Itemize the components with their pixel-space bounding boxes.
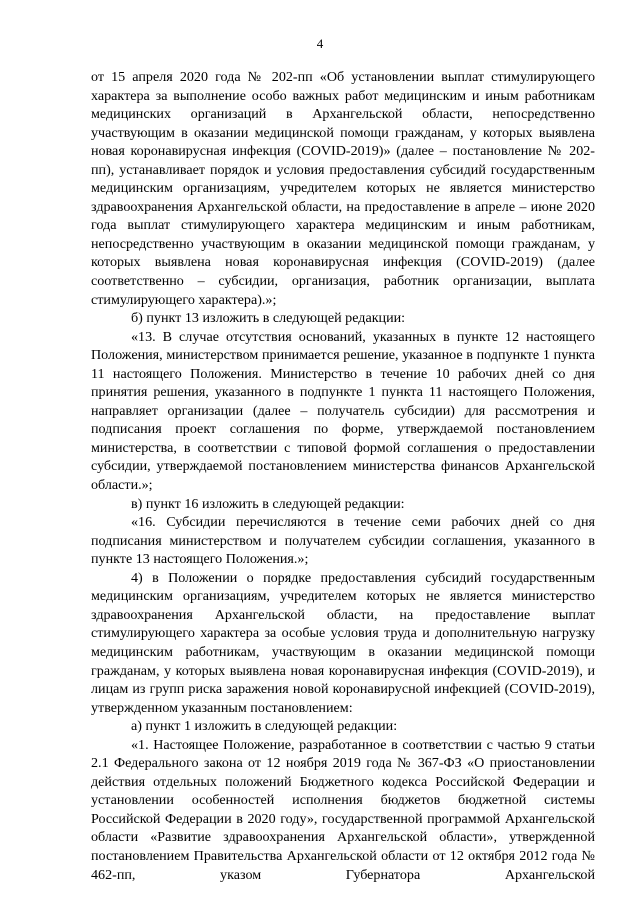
paragraph: в) пункт 16 изложить в следующей редакции: [131,495,405,512]
paragraph: а) пункт 1 изложить в следующей редакции: [131,718,398,735]
paragraph: 4) в Положении о порядке предоставления субсидий государственным медицинским организациям, учредителем которых не является министерство здравоохранения Архангельской области, на предоставление выплат стимулирующего характера за особые условия труда и дополнительную нагрузку медицинским работникам, участвующим в оказании медицинской помощи гражданам, у которых выявлена новая коронавирусная инфекция (COVID-2019), и лицам из групп риска заражения новой коронавирусной инфекцией (COVID-2019), утвержденном указанным постановлением: [91,569,595,716]
paragraph: «1. Настоящее Положение, разработанное в соответствии с частью 9 статьи 2.1 Федерального закона от 12 ноября 2019 года № 367-ФЗ «О приостановлении действия отдельных положений Бюджетного кодекса Российской Федерации и установлении особенностей исполнения бюджетов бюджетной системы Российской Федерации в 2020 году», государственной программой Архангельской области «Развитие здравоохранения Архангельской области», утвержденной постановлением Правительства Архангельской области от 12 октября 2012 года № 462-пп, указом Губернатора Архангельской [91,736,595,883]
paragraph: от 15 апреля 2020 года № 202-пп «Об установлении выплат стимулирующего характера за выполнение особо важных работ медицинским и иным работникам медицинских организаций в Архангельской области, непосредственно участвующим в оказании медицинской помощи гражданам, у которых выявлена новая коронавирусная инфекция (COVID-2019)» (далее – постановление № 202-пп), устанавливает порядок и условия предоставления субсидий государственным медицинским организациям, учредителем которых не является министерство здравоохранения Архангельской области, на предоставление в апреле – июне 2020 года выплат стимулирующего характера медицинским и иным работникам, непосредственно участвующим в оказании медицинской помощи гражданам, у которых выявлена новая коронавирусная инфекция (COVID-2019) (далее соответственно – субсидии, организация, работник организации, выплата стимулирующего характера).»; [91,69,595,308]
document-body [91,68,595,884]
paragraph: «13. В случае отсутствия оснований, указанных в пункте 12 настоящего Положения, министерством принимается решение, указанное в подпункте 1 пункта 11 настоящего Положения. Министерство в течение 10 рабочих дней со дня принятия решения, указанного в подпункте 1 пункта 11 настоящего Положения, направляет организации (далее – получатель субсидии) для рассмотрения и подписания проект соглашения по форме, утверждаемой постановлением министерства, в соответствии с типовой формой соглашения о предоставлении субсидии, утверждаемой постановлением министерства финансов Архангельской области.»; [91,328,595,494]
paragraph: «16. Субсидии перечисляются в течение семи рабочих дней со дня подписания министерством и получателем субсидии соглашения, указанного в пункте 13 настоящего Положения.»; [91,514,595,568]
page-number: 4 [316,36,324,51]
paragraph: б) пункт 13 изложить в следующей редакции: [131,310,406,327]
